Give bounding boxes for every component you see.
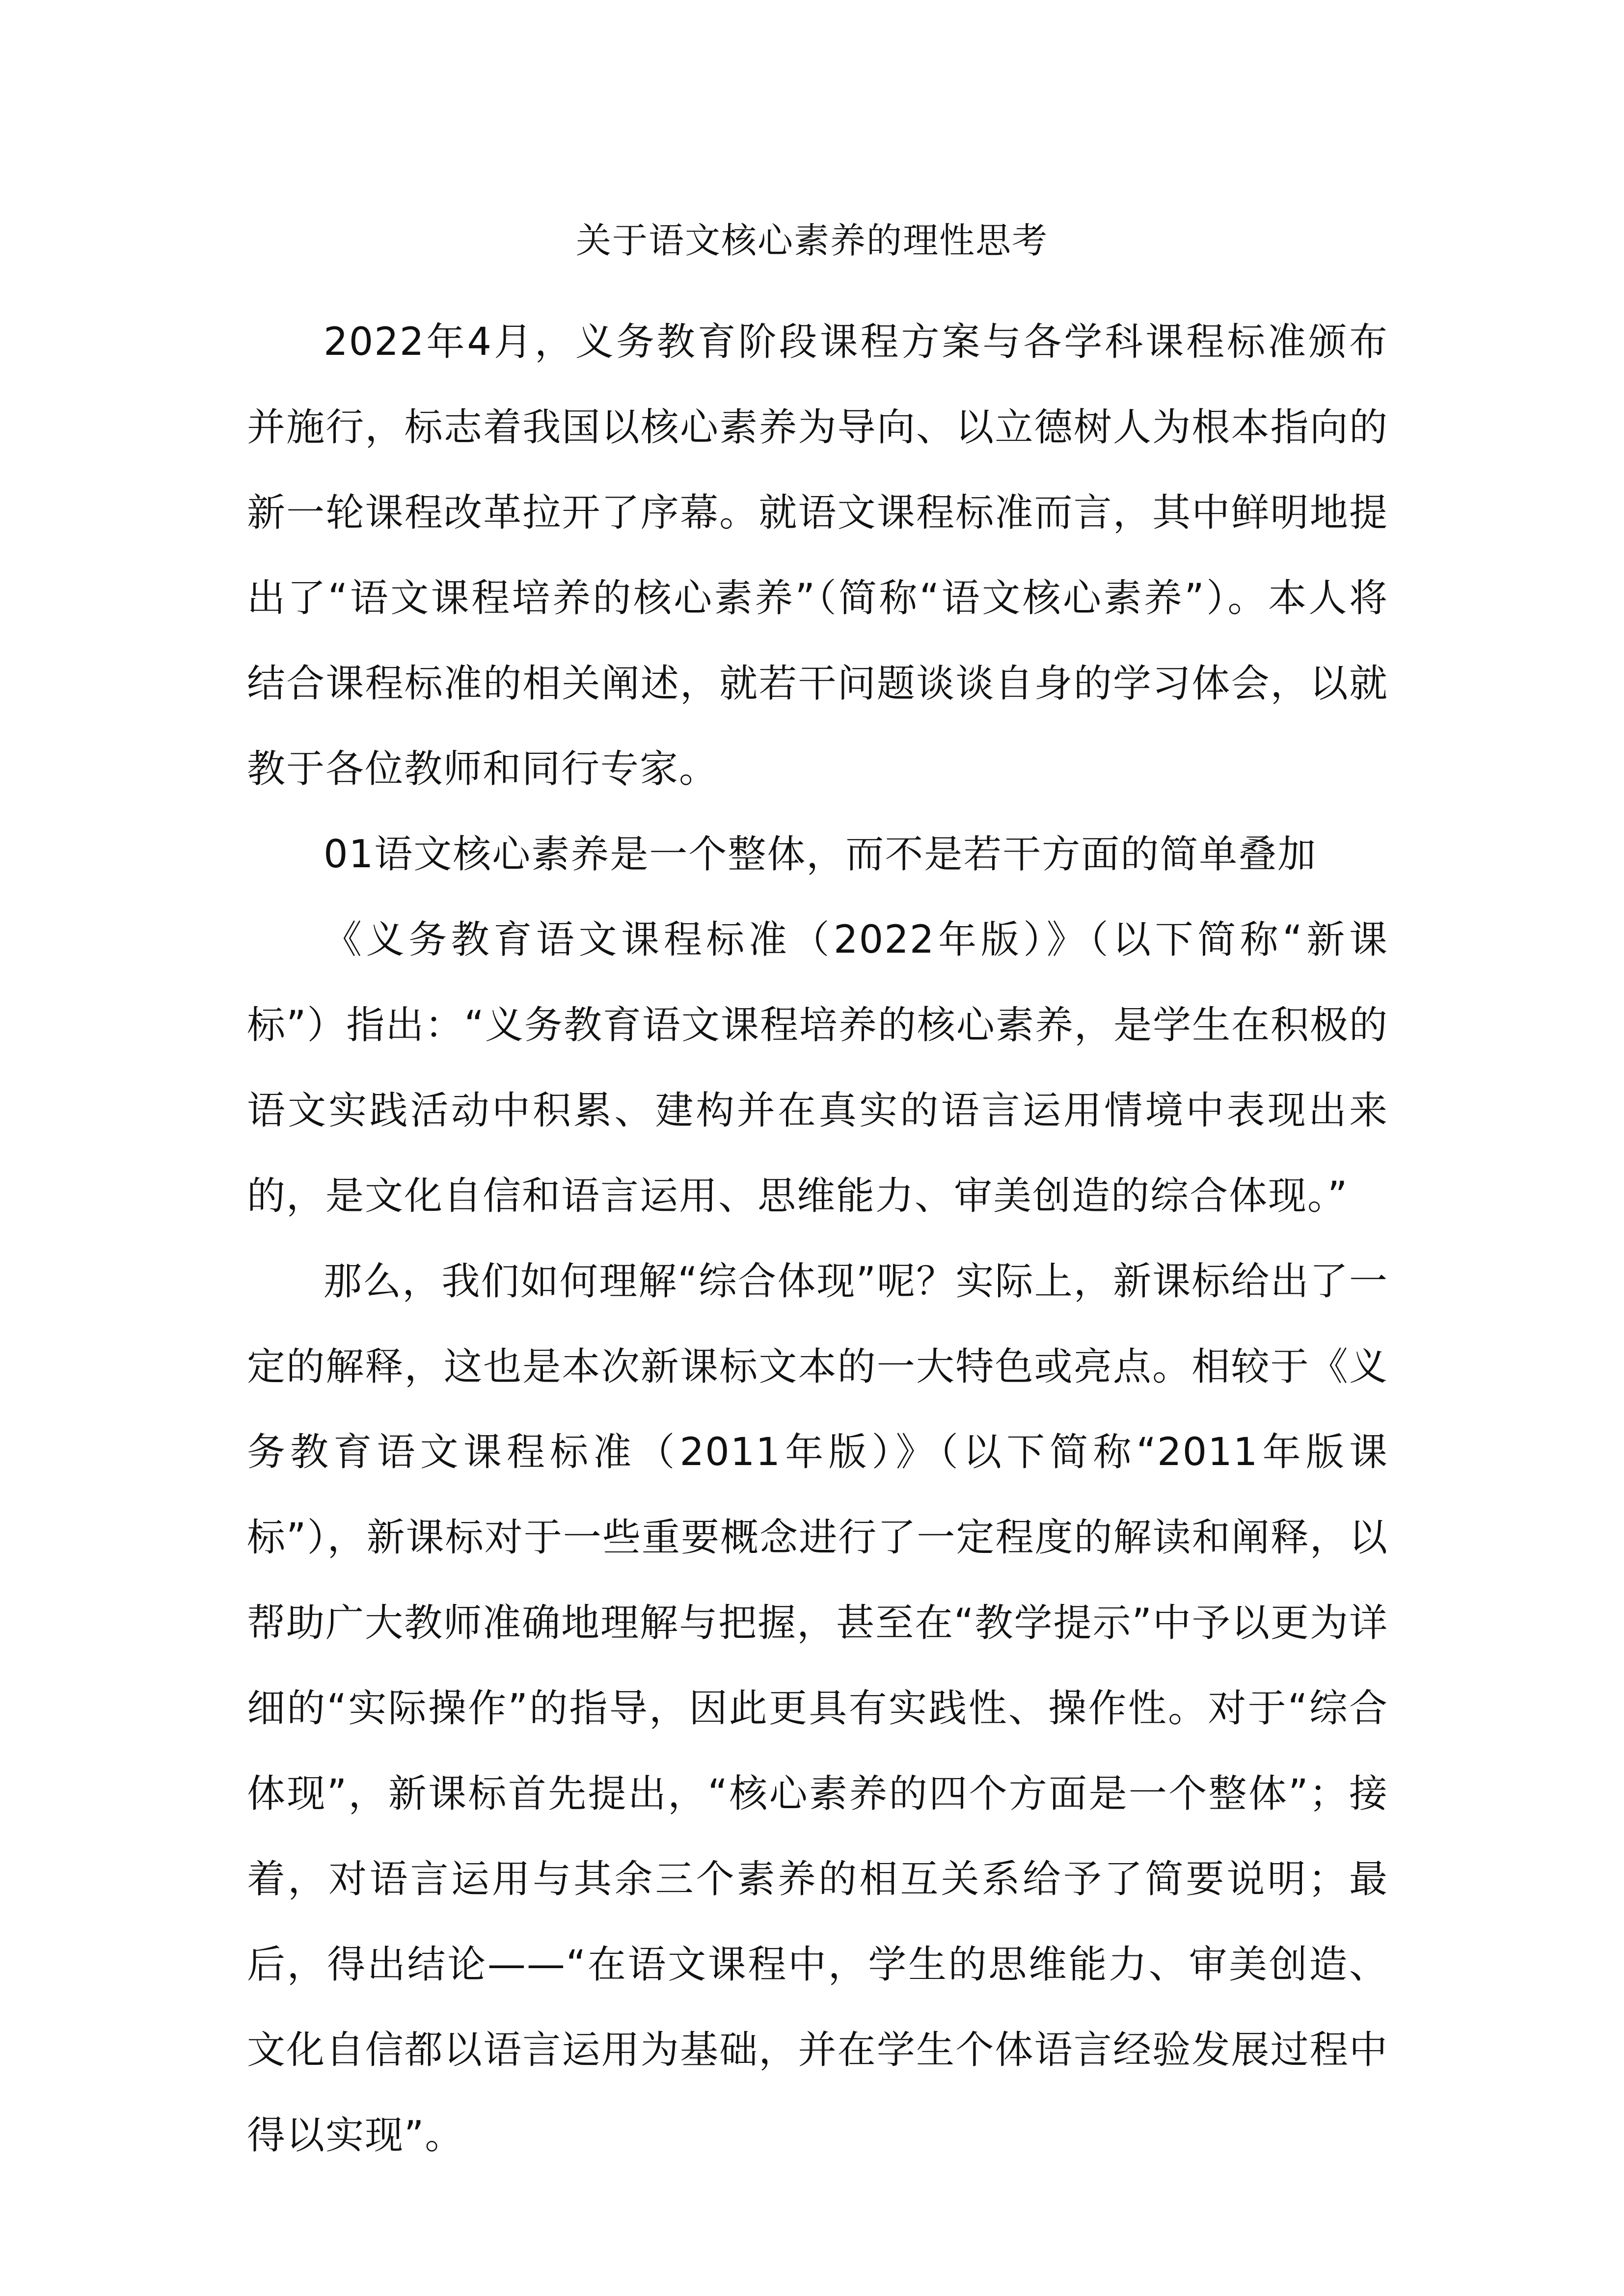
paragraph-quote: 《义务教育语文课程标准（2022年版）》（以下简称“新课标”）指出：“义务教育语文课程培养的核心素养，是学生在积极的语文实践活动中积累、建构并在真实的语言运用情境中表现出来的，是文化自信和语言运用、思维能力、审美创造的综合体现。” (247, 918, 1388, 1218)
paragraph-explanation: 那么，我们如何理解“综合体现”呢？实际上，新课标给出了一定的解释，这也是本次新课标文本的一大特色或亮点。相较于《义务教育语文课程标准（2011年版）》（以下简称“2011年版课标”），新课标对于一些重要概念进行了一定程度的解读和阐释，以帮助广大教师准确地理解与把握，甚至在“教学提示”中予以更为详细的“实际操作”的指导，因此更具有实践性、操作性。对于“综合体现”，新课标首先提出，“核心素养的四个方面是一个整体”；接着，对语言运用与其余三个素养的相互关系给予了简要说明；最后，得出结论——“在语文课程中，学生的思维能力、审美创造、文化自信都以语言运用为基础，并在学生个体语言经验发展过程中得以实现”。 (247, 1259, 1388, 2158)
document-body (247, 299, 1388, 2178)
document-title: 关于语文核心素养的理性思考 (575, 220, 1048, 261)
section-heading-01: 01语文核心素养是一个整体，而不是若干方面的简单叠加 (324, 832, 1317, 877)
paragraph-intro: 2022年4月，义务教育阶段课程方案与各学科课程标准颁布并施行，标志着我国以核心素养为导向、以立德树人为根本指向的新一轮课程改革拉开了序幕。就语文课程标准而言，其中鲜明地提出了“语文课程培养的核心素养”（简称“语文核心素养”）。本人将结合课程标准的相关阐述，就若干问题谈谈自身的学习体会，以就教于各位教师和同行专家。 (247, 320, 1388, 791)
